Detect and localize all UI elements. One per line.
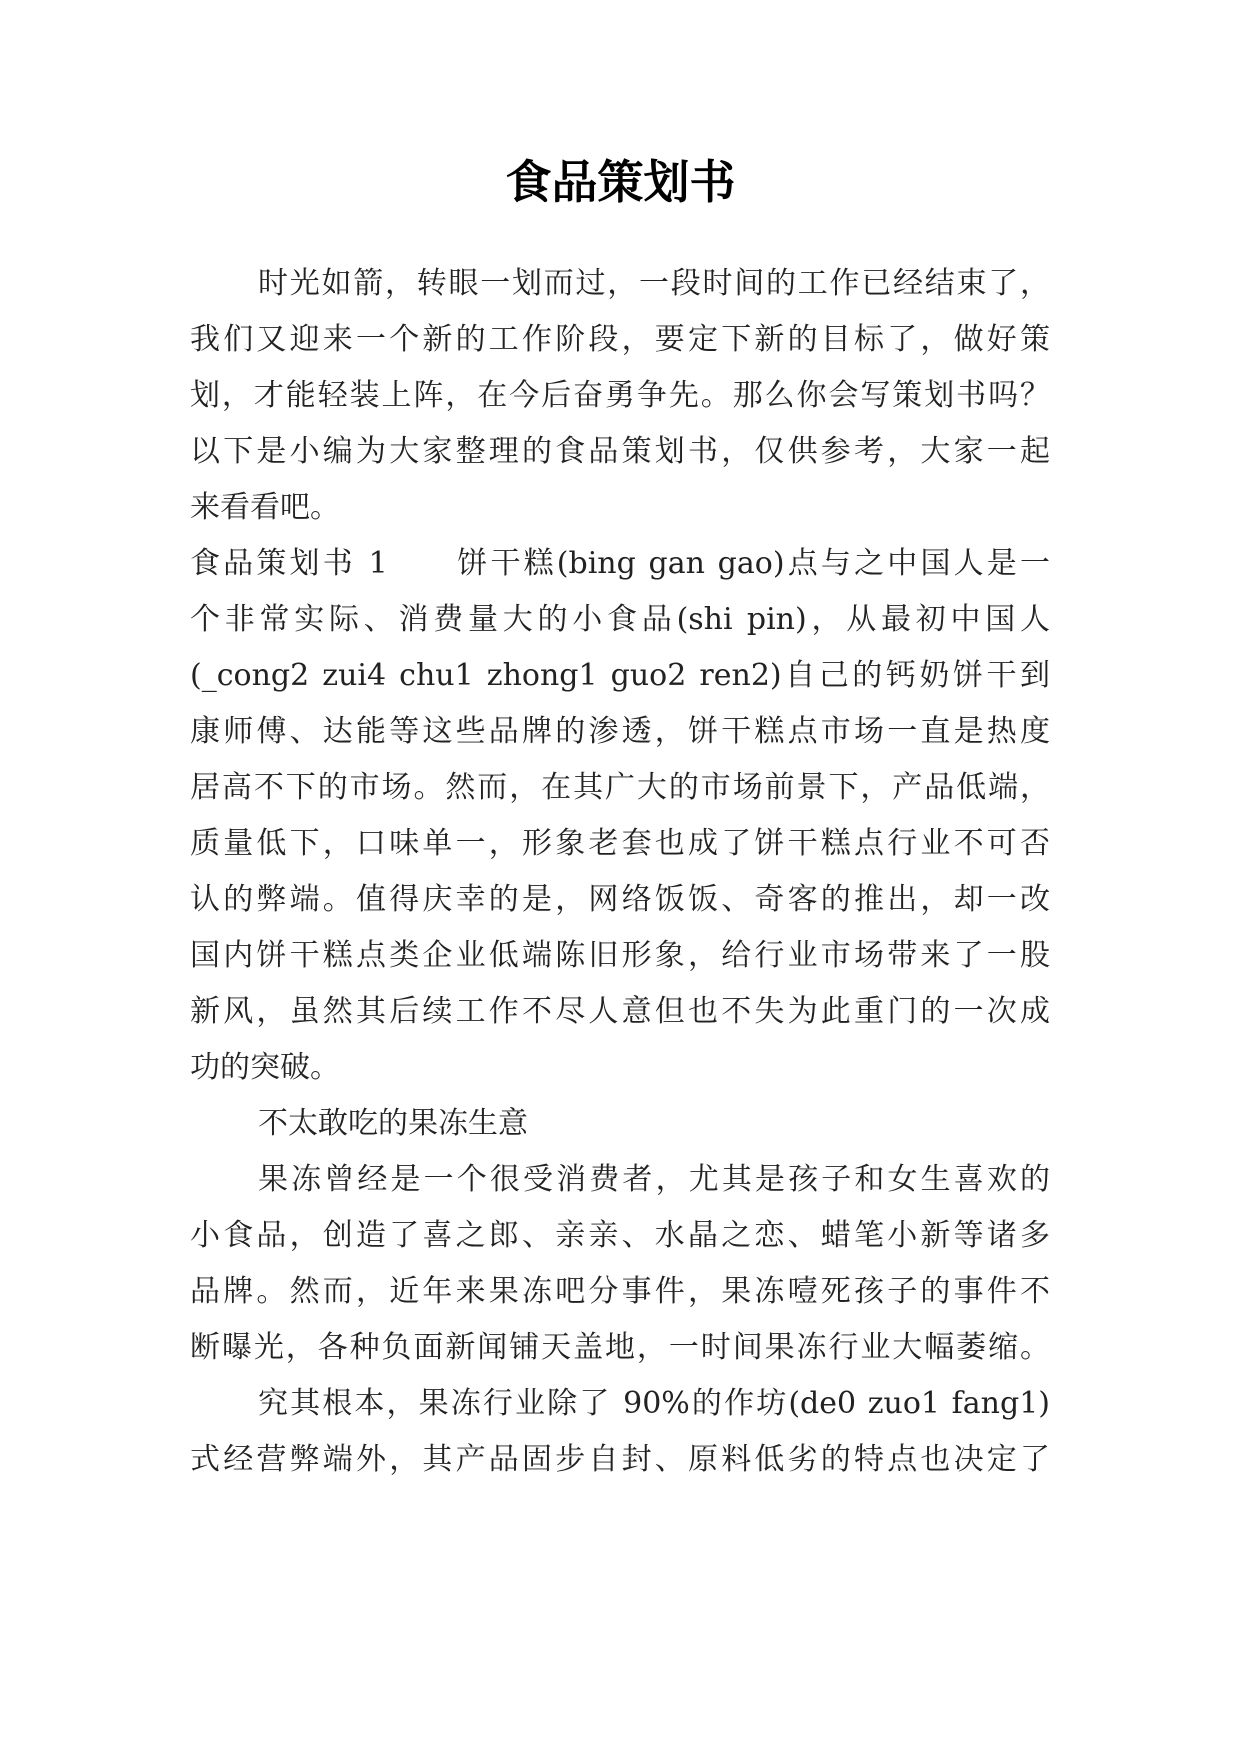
text-line: 康师傅、达能等这些品牌的渗透，饼干糕点市场一直是热度 xyxy=(190,714,1050,749)
text-line: 来看看吧。 xyxy=(190,490,340,525)
text-line: 时光如箭，转眼一划而过，一段时间的工作已经结束了， xyxy=(258,266,1050,301)
section-1-paragraph xyxy=(190,536,1050,1096)
document-title: 食品策划书 xyxy=(505,155,736,209)
text-line: 小食品，创造了喜之郎、亲亲、水晶之恋、蜡笔小新等诸多 xyxy=(190,1218,1050,1253)
text-line: (_cong2 zui4 chu1 zhong1 guo2 ren2)自己的钙奶饼干到 xyxy=(190,658,1050,693)
jelly-analysis-paragraph xyxy=(190,1376,1050,1488)
text-line: 究其根本，果冻行业除了 90%的作坊(de0 zuo1 fang1) xyxy=(258,1386,1050,1421)
section-subheading: 不太敢吃的果冻生意 xyxy=(258,1106,528,1141)
intro-paragraph xyxy=(190,256,1050,536)
text-line: 划，才能轻装上阵，在今后奋勇争先。那么你会写策划书吗？ xyxy=(190,378,1050,413)
text-line: 果冻曾经是一个很受消费者，尤其是孩子和女生喜欢的 xyxy=(258,1162,1050,1197)
text-line: 式经营弊端外，其产品固步自封、原料低劣的特点也决定了 xyxy=(190,1442,1050,1477)
text-line: 品牌。然而，近年来果冻吧分事件，果冻噎死孩子的事件不 xyxy=(190,1274,1050,1309)
text-line: 功的突破。 xyxy=(190,1050,340,1085)
jelly-paragraph xyxy=(190,1152,1050,1376)
text-line: 质量低下，口味单一，形象老套也成了饼干糕点行业不可否 xyxy=(190,826,1050,861)
text-line: 我们又迎来一个新的工作阶段，要定下新的目标了，做好策 xyxy=(190,322,1050,357)
text-line: 认的弊端。值得庆幸的是，网络饭饭、奇客的推出，却一改 xyxy=(190,882,1050,917)
text-line: 以下是小编为大家整理的食品策划书，仅供参考，大家一起 xyxy=(190,434,1050,469)
text-line: 断曝光，各种负面新闻铺天盖地，一时间果冻行业大幅萎缩。 xyxy=(190,1330,1050,1365)
text-line: 个非常实际、消费量大的小食品(shi pin)，从最初中国人 xyxy=(190,602,1050,637)
text-line: 国内饼干糕点类企业低端陈旧形象，给行业市场带来了一股 xyxy=(190,938,1050,973)
subheading-paragraph xyxy=(190,1096,1050,1152)
text-line: 食品策划书 1 饼干糕(bing gan gao)点与之中国人是一 xyxy=(190,546,1050,581)
text-line: 新风，虽然其后续工作不尽人意但也不失为此重门的一次成 xyxy=(190,994,1050,1029)
text-line: 居高不下的市场。然而，在其广大的市场前景下，产品低端， xyxy=(190,770,1050,805)
